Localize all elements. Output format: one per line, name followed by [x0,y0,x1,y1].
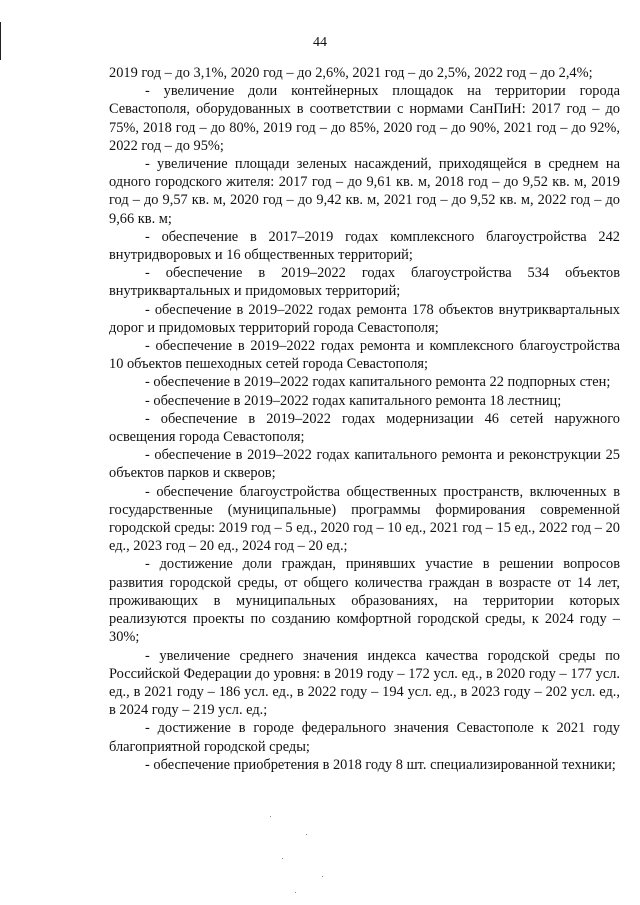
paragraph: 2019 год – до 3,1%, 2020 год – до 2,6%, 2021 год – до 2,5%, 2022 год – до 2,4%; [109,65,593,81]
paragraph: - обеспечение в 2019–2022 годах модернизации 46 сетей наружного освещения города Севастополя; [109,410,620,446]
paragraph: - обеспечение благоустройства общественных пространств, включенных в государственные (муниципальные) программы формирования современной городской среды: 2019 год – 5 ед., 2020 год – 10 ед., 2021 год – 15 ед., 2022 год – 20 ед., 2023 год – 20 ед., 2024 год – 20 ед.; [109,483,620,555]
paragraph: - увеличение доли контейнерных площадок на территории города Севастополя, оборудованных в соответствии с нормами СанПиН: 2017 год – до 75%, 2018 год – до 80%, 2019 год – до 85%, 2020 год – до 90%, 2021 год – до 92%, 2022 год – до 95%; [109,83,620,154]
paragraph: - увеличение площади зеленых насаждений, приходящейся в среднем на одного городского жителя: 2017 год – до 9,61 кв. м, 2018 год – до 9,52 кв. м, 2019 год – до 9,57 кв. м, 2020 год – до 9,42 кв. м, 2021 год – до 9,52 кв. м, 2022 год – до 9,66 кв. м; [109,156,620,227]
paragraph: - обеспечение в 2019–2022 годах благоустройства 534 объектов внутриквартальных и придомовых территорий; [109,265,620,300]
paragraph: - увеличение среднего значения индекса качества городской среды по Российской Федерации до уровня: в 2019 году – 172 усл. ед., в 2020 году – 177 усл. ед., в 2021 году – 186 усл. ед., в 2022 году – 194 усл. ед., в 2023 году – 202 усл. ед., в 2024 году – 219 усл. ед.; [109,647,620,719]
paragraph: - достижение доли граждан, принявших участие в решении вопросов развития городской среды, от общего количества граждан в возрасте от 14 лет, проживающих в муниципальных образованиях, на территории которых реализуются проекты по созданию комфортной городской среды, к 2024 году – 30%; [109,556,620,646]
paragraph: - обеспечение в 2019–2022 годах ремонта и комплексного благоустройства 10 объектов пешеходных сетей города Севастополя; [109,338,620,373]
paragraph: - достижение в городе федерального значения Севастополе к 2021 году благоприятной городской среды; [109,720,620,755]
document-body [109,64,620,774]
paragraph: - обеспечение в 2017–2019 годах комплексного благоустройства 242 внутридворовых и 16 общественных территорий; [109,228,620,264]
paragraph: - обеспечение в 2019–2022 годах капитального ремонта 22 подпорных стен; [145,374,611,391]
page-number: 44 [313,35,327,50]
paragraph: - обеспечение в 2019–2022 годах ремонта 178 объектов внутриквартальных дорог и придомовых территорий города Севастополя; [109,301,620,336]
scan-specks [262,806,342,896]
paragraph: - обеспечение в 2019–2022 годах капитального ремонта 18 лестниц; [145,392,562,409]
paragraph: - обеспечение в 2019–2022 годах капитального ремонта и реконструкции 25 объектов парков и скверов; [109,447,620,482]
paragraph: - обеспечение приобретения в 2018 году 8 шт. специализированной техники; [145,756,616,773]
